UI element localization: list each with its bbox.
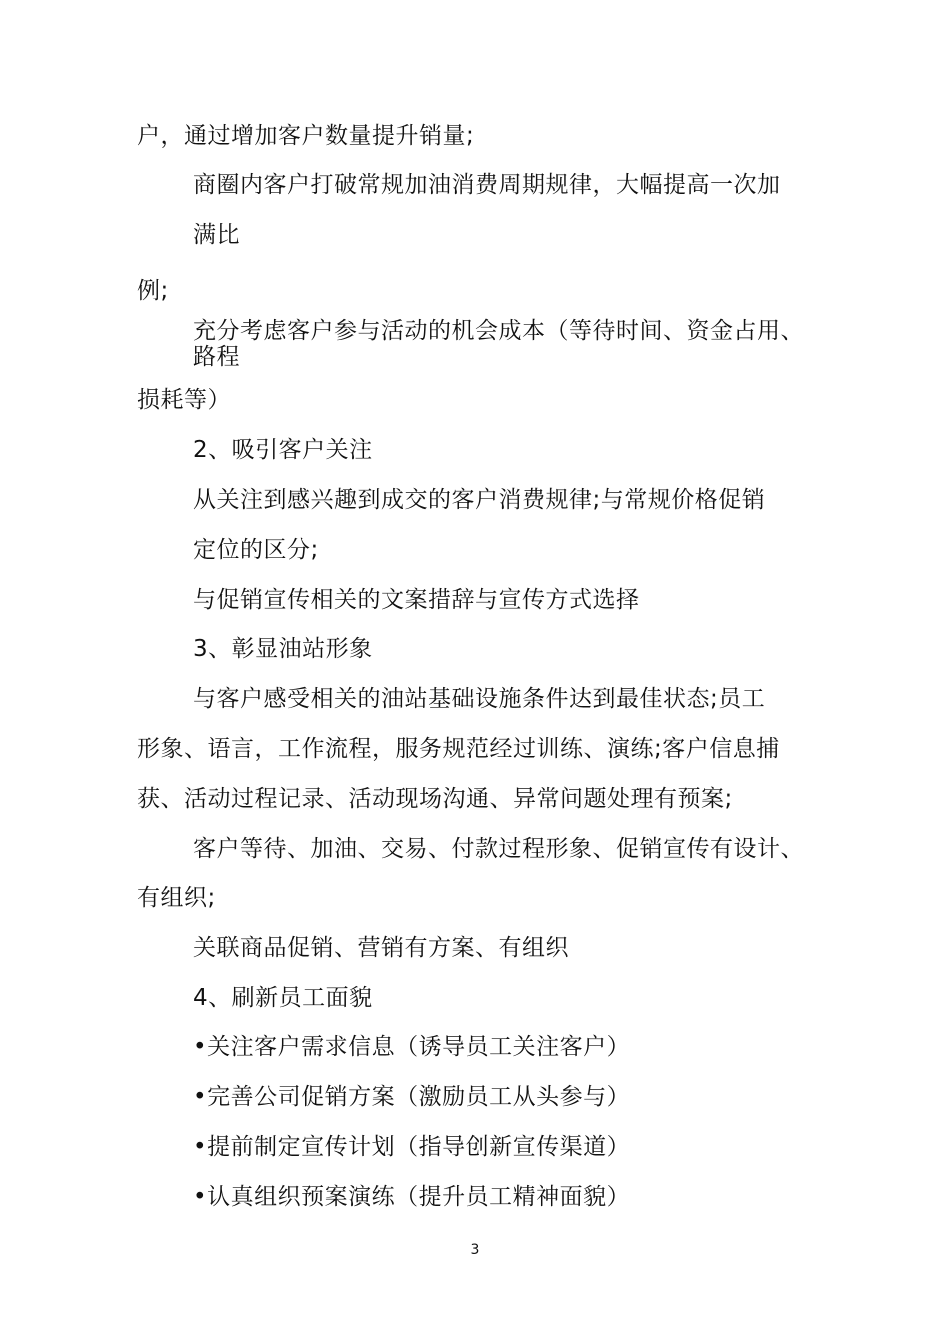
- section-heading: 2、吸引客户关注: [193, 437, 373, 463]
- page-number: 3: [470, 1242, 480, 1258]
- text-line: 路程: [193, 344, 240, 370]
- bullet-item: •关注客户需求信息（诱导员工关注客户）: [193, 1034, 631, 1060]
- section-heading: 3、彰显油站形象: [193, 636, 373, 662]
- bullet-item: •完善公司促销方案（激励员工从头参与）: [193, 1084, 631, 1110]
- text-line: 关联商品促销、营销有方案、有组织: [193, 935, 569, 961]
- text-line: 与促销宣传相关的文案措辞与宣传方式选择: [193, 587, 640, 613]
- section-heading: 4、刷新员工面貌: [193, 985, 373, 1011]
- text-line: 获、活动过程记录、活动现场沟通、异常问题处理有预案;: [137, 786, 733, 812]
- text-line: 客户等待、加油、交易、付款过程形象、促销宣传有设计、: [193, 836, 804, 862]
- text-line: 商圈内客户打破常规加油消费周期规律，大幅提高一次加: [193, 172, 781, 198]
- text-line: 损耗等）: [137, 387, 231, 413]
- text-line: 有组织;: [137, 885, 216, 911]
- text-line: 例;: [137, 278, 169, 304]
- text-line: 充分考虑客户参与活动的机会成本（等待时间、资金占用、: [193, 318, 804, 344]
- text-line: 户，通过增加客户数量提升销量;: [137, 123, 475, 149]
- text-line: 从关注到感兴趣到成交的客户消费规律;与常规价格促销: [193, 487, 766, 513]
- text-line: 形象、语言，工作流程，服务规范经过训练、演练;客户信息捕: [137, 736, 780, 762]
- bullet-item: •提前制定宣传计划（指导创新宣传渠道）: [193, 1134, 631, 1160]
- bullet-item: •认真组织预案演练（提升员工精神面貌）: [193, 1184, 631, 1210]
- text-line: 定位的区分;: [193, 537, 319, 563]
- text-line: 满比: [193, 222, 240, 248]
- text-line: 与客户感受相关的油站基础设施条件达到最佳状态;员工: [193, 686, 766, 712]
